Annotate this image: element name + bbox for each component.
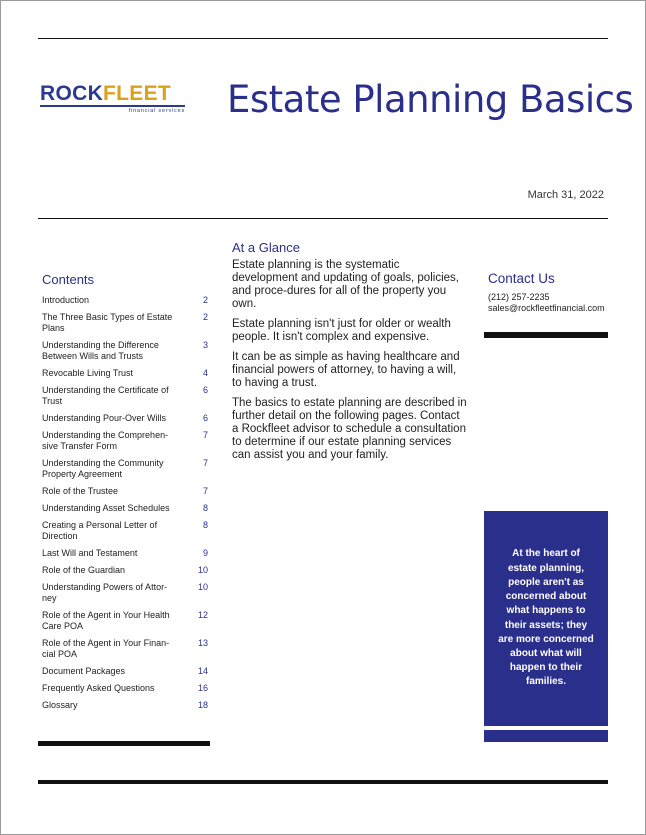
toc-item-label: Creating a Personal Letter of Direction [42, 520, 158, 541]
toc-item-label: Understanding Asset Schedules [42, 503, 170, 513]
paragraph: Estate planning isn't just for older or wealth people. It isn't complex and expensive. [232, 318, 451, 343]
toc-item-label: Understanding the Certificate of Trust [42, 385, 169, 406]
toc-item-page: 4 [202, 368, 208, 378]
toc-item[interactable] [42, 503, 208, 514]
toc-item[interactable] [42, 430, 208, 452]
footer-rule [38, 780, 608, 784]
toc-item-label: Role of the Agent in Your Health Care POA [42, 610, 170, 631]
contents-heading: Contents [42, 272, 95, 287]
contact-phone: (212) 257-2235 [488, 292, 550, 302]
toc-item-label: Understanding the Difference Between Wills and Trusts [42, 340, 159, 361]
toc-item[interactable] [42, 610, 208, 632]
company-logo [40, 84, 188, 116]
toc-item-label: Role of the Agent in Your Finan-cial POA [42, 638, 170, 659]
toc-item[interactable] [42, 520, 208, 542]
contact-email-link[interactable]: sales@rockfleetfinancial.com [488, 303, 605, 313]
toc-item-label: Introduction [42, 295, 90, 305]
contact-section [488, 271, 608, 314]
table-of-contents [42, 272, 208, 717]
toc-item-label: Understanding Pour-Over Wills [42, 413, 167, 423]
at-a-glance-section [232, 240, 467, 469]
toc-item[interactable] [42, 413, 208, 424]
logo-wordmark [40, 84, 188, 104]
top-rule [38, 38, 608, 39]
paragraph: It can be as simple as having healthcare and financial powers of attorney, to having a will, to having a trust. [232, 351, 460, 389]
toc-item-page: 10 [197, 582, 208, 592]
logo-word-fleet: FLEET [103, 82, 172, 105]
toc-item-page: 16 [197, 683, 208, 693]
at-a-glance-heading: At a Glance [232, 240, 300, 255]
publication-date: March 31, 2022 [527, 189, 604, 201]
toc-list [42, 295, 208, 711]
toc-item-page: 12 [197, 610, 208, 620]
pull-quote-stripe [484, 730, 608, 742]
toc-item-page: 6 [202, 385, 208, 395]
toc-item-page: 3 [202, 340, 208, 350]
toc-item-page: 6 [202, 413, 208, 423]
contents-bottom-bar [38, 741, 210, 746]
contact-bottom-bar [484, 332, 608, 338]
logo-underline [40, 105, 185, 107]
toc-item-page: 18 [197, 700, 208, 710]
toc-item-page: 10 [197, 565, 208, 575]
toc-item[interactable] [42, 638, 208, 660]
pull-quote-text: At the heart of estate planning, people aren't as concerned about what happens to their assets; they are more concerned about what will happen to their families. [498, 548, 594, 688]
toc-item-label: Document Packages [42, 666, 126, 676]
pull-quote-box [484, 511, 608, 726]
toc-item-label: Understanding the Community Property Agreement [42, 458, 164, 479]
toc-item[interactable] [42, 312, 208, 334]
toc-item-label: Understanding Powers of Attor-ney [42, 582, 168, 603]
toc-item[interactable] [42, 458, 208, 480]
toc-item-label: Frequently Asked Questions [42, 683, 155, 693]
toc-item[interactable] [42, 295, 208, 306]
toc-item[interactable] [42, 340, 208, 362]
page-title: Estate Planning Basics [227, 78, 634, 121]
toc-item[interactable] [42, 548, 208, 559]
toc-item-page: 2 [202, 295, 208, 305]
toc-item[interactable] [42, 385, 208, 407]
toc-item[interactable] [42, 486, 208, 497]
toc-item-page: 2 [202, 312, 208, 322]
toc-item-page: 9 [202, 548, 208, 558]
header-rule [38, 218, 608, 219]
toc-item-page: 7 [202, 458, 208, 468]
toc-item[interactable] [42, 565, 208, 576]
paragraph: Estate planning is the systematic development and updating of goals, policies, and proce-dures for all of the property you own. [232, 259, 459, 310]
toc-item-label: Role of the Trustee [42, 486, 119, 496]
logo-word-rock: ROCK [40, 82, 104, 105]
contact-heading: Contact Us [488, 271, 555, 286]
logo-tagline: financial services [128, 108, 185, 114]
toc-item-page: 8 [202, 520, 208, 530]
toc-item-label: Role of the Guardian [42, 565, 126, 575]
toc-item-label: Glossary [42, 700, 78, 710]
toc-item-page: 13 [197, 638, 208, 648]
toc-item[interactable] [42, 683, 208, 694]
toc-item-page: 14 [197, 666, 208, 676]
toc-item[interactable] [42, 666, 208, 677]
toc-item-page: 8 [202, 503, 208, 513]
toc-item[interactable] [42, 582, 208, 604]
toc-item-page: 7 [202, 486, 208, 496]
toc-item-label: Revocable Living Trust [42, 368, 134, 378]
toc-item[interactable] [42, 368, 208, 379]
paragraph: The basics to estate planning are described in further detail on the following pages. Contact a Rockfleet advisor to schedule a consultation to determine if our estate planning services can assist you and your family. [232, 397, 467, 461]
toc-item-page: 7 [202, 430, 208, 440]
toc-item-label: The Three Basic Types of Estate Plans [42, 312, 173, 333]
toc-item-label: Last Will and Testament [42, 548, 138, 558]
toc-item-label: Understanding the Comprehen-sive Transfer Form [42, 430, 169, 451]
toc-item[interactable] [42, 700, 208, 711]
